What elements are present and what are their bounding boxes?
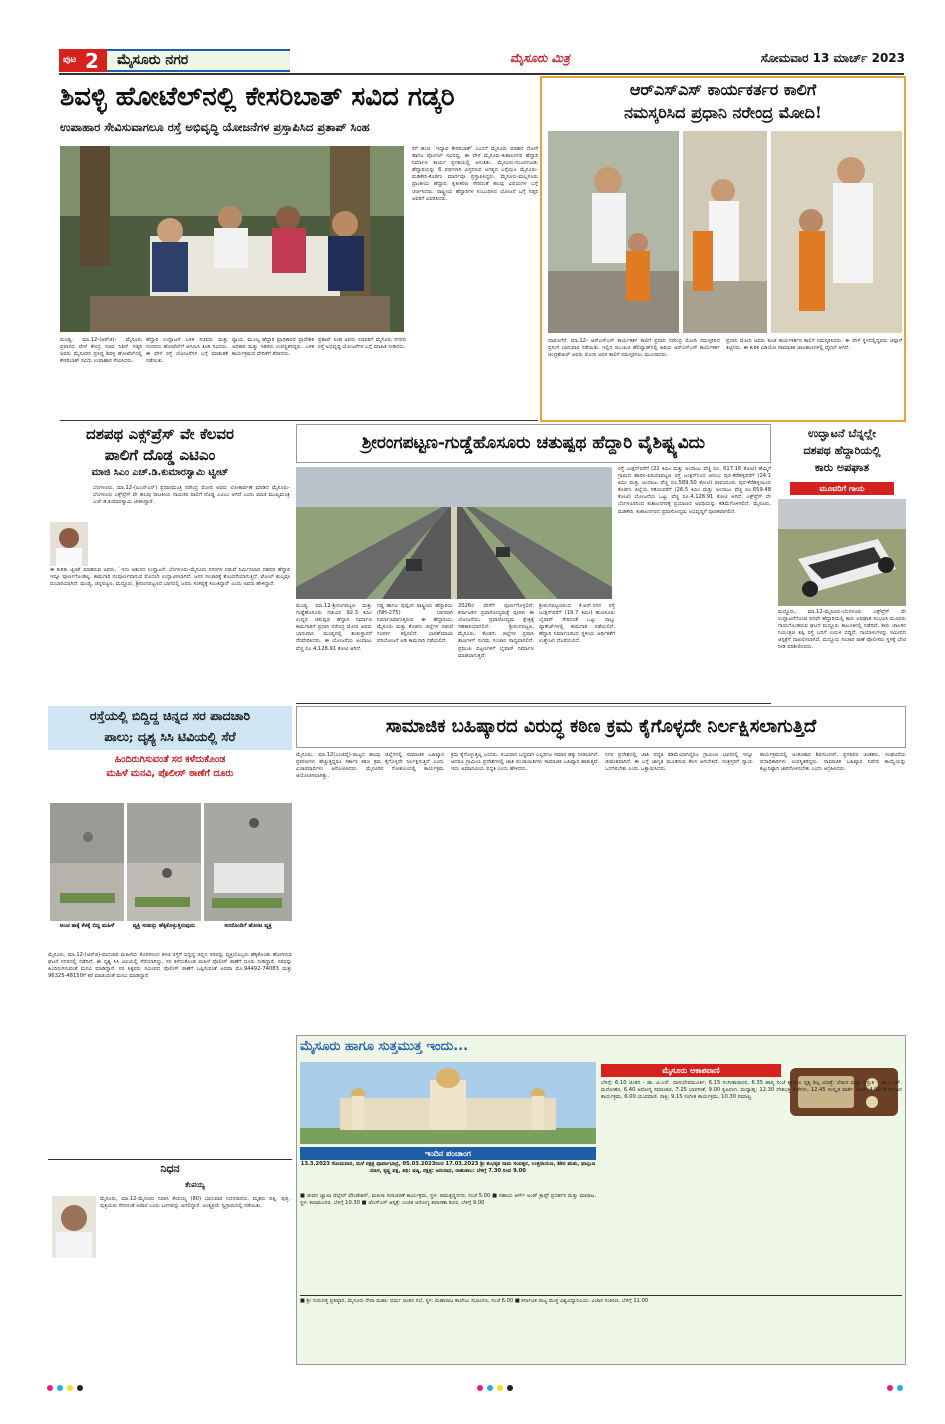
expressway-headline-1: ದಶಪಥ ಎಕ್ಸ್‌ಪ್ರೆಸ್‌ ವೇ ಕೆಲವರ — [86, 425, 234, 443]
gadkari-headline: ಶಿವಳ್ಳಿ ಹೋಟೆಲ್‌ನಲ್ಲಿ ಕೇಸರಿಬಾತ್ ಸವಿದ ಗಡ್ಕರಿ — [60, 82, 455, 112]
highway-body-3: 2026ರ ವೇಳೆಗೆ ಪೂರ್ಣಗೊಳ್ಳಲಿದೆ. ಕರ್ನಾಟಕದ ಪ್ರವಾಸೋದ್ಯಮಕ್ಕೆ ಪೂರಕ: ಈ ಯೋಜನೆಯು ಪ್ರವಾಸೋದ್ಯಮ ಕ್ಷೇತ್ರಕ್ಕೆ ಸಹಕಾರಿಯಾಗಲಿದೆ. ಶ್ರೀರಂಗಪಟ್ಟಣ, ಮೈಸೂರು, ಕೊಡಗು ಜಿಲ್ಲೆಗಳ ಪ್ರವಾಸಿ ತಾಣಗಳಿಗೆ ಸುಗಮ ಸಂಚಾರ ಸಾಧ್ಯವಾಗಲಿದೆ. ಪ್ರಮುಖ ಪಟ್ಟಣಗಳಿಗೆ ಬೈಪಾಸ್ ನಿರ್ಮಾಣ ಮಾಡಲಾಗುತ್ತದೆ. — [458, 603, 534, 659]
events-text-1: ■ ಜೀವನ ಜ್ವಾಲಾ ವೆಲ್ಫೇರ್ ಫೌಂಡೇಶನ್, ಮಹಿಳಾ ದಿನಾಚರಣೆ ಕಾರ್ಯಕ್ರಮ, ಸ್ಥಳ: ರಾಮಕೃಷ್ಣನಗರ, ಸಂಜೆ 5.00 ■ ಸಹಾಯ ಆರ್ಗ್ ಅಂಡ್ ಕ್ರಾಫ್ಟ್ ಪ್ರದರ್ಶನ ಮತ್ತು ಮಾರಾಟ, ಸ್ಥಳ: ಕಲಾಮಂದಿರ, ಬೆಳಿಗ್ಗೆ 10.30 ■ ಜೆಎಸ್‌ಎಸ್ ಆಸ್ಪತ್ರೆ: ಉಚಿತ ಆರೋಗ್ಯ ತಪಾಸಣಾ ಶಿಬಿರ, ಬೆಳಿಗ್ಗೆ 9.00 — [300, 1193, 596, 1207]
rss-photo-2 — [683, 131, 767, 333]
gadkari-subhead: ಉಪಾಹಾರ ಸೇವಿಸುವಾಗಲೂ ರಸ್ತೆ ಅಭಿವೃದ್ಧಿ ಯೋಜನೆಗಳ ಪ್ರಸ್ತಾಪಿಸಿದ ಪ್ರತಾಪ್ ಸಿಂಹ — [60, 120, 370, 134]
gadkari-body-3: ಪ್ಯಾಯ, ಮೂಲ್ಯ ಹೆದ್ದಾರಿ ಪ್ರಾಧಿಕಾರದ ಪ್ರಾದೇಶಿಕ ಅಧಿಕಾರಿ ಮತ್ತು ಇತರರು ಉಪಸ್ಥಿತರಿದ್ದರು. ಬಳಿಕ ಕಾರ್ಯಕ್ರಮದ ವೇದಿಕೆಗೆ ತೆರಳಿದರು. — [232, 337, 314, 358]
obituary-photo — [52, 1196, 96, 1258]
radio-text: ಬೆಳಿಗ್ಗೆ: 6.10 ಚಿಂತನ - ಡಾ. ಟಿ.ಎನ್. ವಾಸುದೇವಮೂರ್ತಿ, 6.15 ಸಂಗೀತಾರಾಧನ, 6.35 ಹಾಸ್ಯ ಸಂಜೆ ಶ್ಯಾಮಲ ನೃತ್ಯ ಶಿಲ್ಪ ಯಾತ್ರೆ: ಲೇಖನ ಮತ್ತು ಪ್ರಸ್ತುತಿ - ಡಾ.ಎ.ಎಸ್. ಮನೋಹರ, 6.40 ಆರೋಗ್ಯ ಸಮಾಚಾರ, 7.25 ಭಾವಗೀತೆ, 9.00 ಕೃಷಿರಂಗ. ಮಧ್ಯಾಹ್ನ: 12.30 ದೇಶಭಕ್ತಿ ಗೀತೆಗಳು, 12.45 ಸಂಸ್ಕೃತ ವಾರ್ತೆ. ಸಂಜೆ: 4.00 ಮನರಂಜನ ಕಾರ್ಯಕ್ರಮ, 6.00 ಯುವವಾಣಿ. ರಾತ್ರಿ: 9.15 ಸಂಗೀತ ಕಾರ್ಯಕ್ರಮ, 10.30 ಸಮಾಪ್ತಿ. — [601, 1080, 902, 1101]
cctv-caption-1: ಅಂಚ ತಾಕ್ಕೆ ಕೆಳಕ್ಕೆ ಬಿದ್ದ ಮಹಿಳೆ — [59, 923, 115, 929]
obituary-heading: ನಿಧನ — [160, 1162, 180, 1175]
cctv-photo-1 — [50, 803, 124, 921]
cctv-caption-3: ಸರದೊಂದಿಗೆ ಹೊರಟ ವ್ಯಕ್ತಿ — [224, 923, 272, 929]
car-body: ಮದ್ದೂರು, ಮಾ.12-ಮೈಸೂರು-ಬೆಂಗಳೂರು ಎಕ್ಸ್‌ಪ್ರೆಸ್ ವೇ ಉದ್ಘಾಟನೆಗೊಂಡ ದಿನವೇ ಹೆದ್ದಾರಿಯಲ್ಲಿ ಕಾರು ಅಪಘಾತ ಸಂಭವಿಸಿ ಮೂವರು ಗಾಯಗೊಂಡಿರುವ ಘಟನೆ ಮದ್ದೂರು ತಾಲೂಕಿನಲ್ಲಿ ನಡೆದಿದೆ. ಕಾರು ಚಾಲಕನ ನಿಯಂತ್ರಣ ತಪ್ಪಿ ರಸ್ತೆ ಬದಿಗೆ ಉರುಳಿ ಬಿದ್ದಿದೆ. ಗಾಯಾಳುಗಳನ್ನು ಸಮೀಪದ ಆಸ್ಪತ್ರೆಗೆ ದಾಖಲಿಸಲಾಗಿದೆ. ಮದ್ದೂರು ಸಂಚಾರ ಠಾಣೆ ಪೊಲೀಸರು ಸ್ಥಳಕ್ಕೆ ಭೇಟಿ ನೀಡಿ ಪರಿಶೀಲಿಸಿದರು. — [778, 609, 906, 651]
chain-headline-1: ರಸ್ತೆಯಲ್ಲಿ ಬಿದ್ದಿದ್ದ ಚಿನ್ನದ ಸರ ಪಾದಚಾರಿ — [89, 708, 251, 723]
rss-body-2: ಪ್ರಧಾನಿ ಮೋದಿ ಅವರು ಕೂಡ ಕಾರ್ಯಕರ್ತರ ಕಾಲಿಗೆ ನಮಸ್ಕರಿಸಿದರು. ಈ ವೇಳೆ ಸ್ಥಳದಲ್ಲಿದ್ದವರು ಚಪ್ಪಾಳೆ ತಟ್ಟಿದರು. ಈ ಕುರಿತ ವಿಡಿಯೋ ಸಾಮಾಜಿಕ ಜಾಲತಾಣಗಳಲ್ಲಿ ವೈರಲ್ ಆಗಿದೆ. — [726, 338, 902, 352]
masthead: ಮೈಸೂರು ಮಿತ್ರ — [510, 51, 570, 65]
cctv-photo-3 — [204, 803, 292, 921]
obituary-name: ಕೆಂಪಯ್ಯ — [185, 1181, 205, 1189]
rss-body-1: ದಾವಣಗೆರೆ, ಮಾ.12- ಆರ್‌ಎಸ್‌ಎಸ್ ಕಾರ್ಯಕರ್ತ ಕಾಲಿಗೆ ಪ್ರಧಾನಿ ನರೇಂದ್ರ ಮೋದಿ ನಮಸ್ಕರಿಸಿದ ಪ್ರಸಂಗ ಭಾನುವಾರ ನಡೆಯಿತು. ಇಲ್ಲಿನ ಜಿಎಂಐಟಿ ಹೆಲಿಪ್ಯಾಡ್‌ನಲ್ಲಿ ಹಿರಿಯ ಆರ್‌ಎಸ್‌ಎಸ್ ಕಾರ್ಯಕರ್ತ ಚಂದ್ರಶೇಖರ್ ಅವರು ಮೋದಿ ಅವರ ಕಾಲಿಗೆ ನಮಸ್ಕರಿಸಲು ಮುಂದಾದರು. — [548, 338, 720, 359]
gadkari-photo — [60, 146, 404, 332]
gadkari-body-4: ಪ್ರತಾಪ್ ಸಿಂಹ ಅವರು ಸಚಿವರಿಗೆ ಮೈಸೂರು ನಗರದ ರಸ್ತೆ ಅಭಿವೃದ್ಧಿ ಯೋಜನೆಗಳ ಬಗ್ಗೆ ಮಾಹಿತಿ ನೀಡಿದರು. — [318, 337, 406, 351]
highway-body-right: ರಸ್ತೆ ಜಂಕ್ಷನ್‌ವರೆಗೆ (22 ಕಿಮೀ ಮತ್ತು ಅಂದಾಜು ವೆಚ್ಚ ರೂ. 617.16 ಕೋಟಿ) ಹೆಮ್ಮಿಗೆ ಗ್ರಾಮದ ಹಾಸನ-ಪಿರಿಯಾಪಟ್ಟಣ ರಸ್ತೆ ಜಂಕ್ಷನ್‌ನಿಂದ ಆರಂಭ ಪುರ-ಕೆರೆಹಳ್ಳಿವರೆಗೆ (24.1 ಕಿಮೀ ಮತ್ತು ಅಂದಾಜು ವೆಚ್ಚ ರೂ.589.50 ಕೋಟಿ) ರಾವಂದೂರು ಪುರ-ಕೆರೆಹಳ್ಳಿಯಿಂದ ಕೊಡಗು ಜಿಲ್ಲೆಯ ಗಡಿಯವರೆಗೆ (26.5 ಕಿಮೀ ಮತ್ತು ಅಂದಾಜು ವೆಚ್ಚ ರೂ.659.48 ಕೋಟಿ) ಯೋಜನೆಯ ಒಟ್ಟು ವೆಚ್ಚ ರೂ.4,128.91 ಕೋಟಿ ಆಗಿದೆ. ಎಕ್ಸ್‌ಪ್ರೆಸ್ ವೇ ಬೆಂಗಳೂರಿನಿಂದ ಕುಶಾಲನಗರಕ್ಕೆ ಪ್ರಯಾಣದ ಅವಧಿಯನ್ನು ಕಡಿಮೆಗೊಳಿಸಲಿದೆ. ಮೈಸೂರು, ಮಡಿಕೇರಿ, ಕುಶಾಲನಗರದ ಪ್ರವಾಸೋದ್ಯಮ ಅಭಿವೃದ್ಧಿಗೆ ಪೂರಕವಾಗಲಿದೆ. — [618, 466, 771, 515]
car-photo — [778, 499, 906, 606]
expressway-headline-2: ಪಾಲಿಗೆ ದೊಡ್ಡ ಎಟಿಎಂ — [104, 446, 216, 464]
cctv-photo-2 — [127, 803, 201, 921]
highway-photo — [296, 467, 612, 599]
panchanga-text: 13.3.2023 ಸೋಮವಾರ, ಮಳೆ ನಕ್ಷತ್ರ ಪೂರ್ವಾಭಾದ್ರ, 05.03.2023ರಿಂದ 17.03.2023 ಶ್ರೀ ಶುಭಕೃತ ನಾಮ ಸಂವತ್ಸರ, ಉತ್ತರಾಯಣ, ಶಿಶಿರ ಋತು, ಫಾಲ್ಗುಣ ಮಾಸ, ಕೃಷ್ಣ ಪಕ್ಷ, ತಿಥಿ: ಷಷ್ಠಿ, ನಕ್ಷತ್ರ: ಅನುರಾಧ, ರಾಹುಕಾಲ: ಬೆಳಿಗ್ಗೆ 7.30 ರಿಂದ 9.00 — [300, 1161, 596, 1175]
rss-photo-1 — [548, 131, 679, 333]
car-strap: ಮೂವರಿಗೆ ಗಾಯ — [790, 482, 894, 495]
boycott-body-4: ಕಾರ್ಯಕ್ರಮದಲ್ಲಿ ಅಂಕಣಕಾರ ಶಿವಸುಂದರ್, ಪ್ರಗತಿಪರ ಚಿಂತಕರು, ಸಂಘಟನೆಯ ಪದಾಧಿಕಾರಿಗಳು ಉಪಸ್ಥಿತರಿದ್ದರು. ಸಾಮಾಜಿಕ ಬಹಿಷ್ಕಾರ ನಿಷೇಧ ಕಾಯ್ದೆಯನ್ನು ಕಟ್ಟುನಿಟ್ಟಾಗಿ ಜಾರಿಗೊಳಿಸಬೇಕು ಎಂದು ಆಗ್ರಹಿಸಿದರು. — [760, 752, 906, 773]
section-title: ಮೈಸೂರು ನಗರ — [107, 49, 290, 72]
boycott-body-3: ನಗರ ಪ್ರದೇಶದಲ್ಲಿ ಜಾತಿ ಪದ್ಧತಿ ಕಡಿಮೆಯಾಗಿದ್ದರೂ ಗ್ರಾಮೀಣ ಭಾಗದಲ್ಲಿ ಇನ್ನೂ ಜೀವಂತವಾಗಿದೆ. ಈ ಬಗ್ಗೆ ಜಾಗೃತಿ ಮೂಡಿಸುವ ಕೆಲಸ ಆಗಬೇಕಿದೆ. ಸಂತ್ರಸ್ತರಿಗೆ ನ್ಯಾಯ ಒದಗಿಸಬೇಕು ಎಂದು ಒತ್ತಾಯಿಸಿದರು. — [605, 752, 753, 773]
cctv-caption-2: ವ್ಯಕ್ತಿ ಸರವನ್ನು ಹೆಕ್ಕಿಕೊಳ್ಳುತ್ತಿರುವುದು — [132, 923, 196, 929]
registration-marks — [40, 1380, 906, 1394]
today-heading: ಮೈಸೂರು ಹಾಗೂ ಸುತ್ತಮುತ್ತ ಇಂದು... — [300, 1039, 469, 1054]
highway-body-1: ಮಂಡ್ಯ, ಮಾ.12-ಶ್ರೀರಂಗಪಟ್ಟಣ ಮತ್ತು ಗುಡ್ಡೆಹೊಸೂರು ನಡುವಿನ 92.3 ಕಿಮೀ ಉದ್ದದ ಚತುಷ್ಪಥ ಹೆದ್ದಾರಿ ನಿರ್ಮಾಣ ಕಾಮಗಾರಿಗೆ ಪ್ರಧಾನಿ ನರೇಂದ್ರ ಮೋದಿ ಅವರು ಭಾನುವಾರ ಮಂಡ್ಯದಲ್ಲಿ ಶಂಕುಸ್ಥಾಪನೆ ನೆರವೇರಿಸಿದರು. ಈ ಯೋಜನೆಯ ಅಂದಾಜು ವೆಚ್ಚ ರೂ.4,128.91 ಕೋಟಿ ಆಗಿದೆ. — [296, 603, 372, 652]
highway-body-2: ಗಡ್ಡ ಹಾಗೂ ಪುಷ್ಪಂನ ರಾಷ್ಟ್ರೀಯ ಹೆದ್ದಾರಿಯ (NH-275) ಭಾಗವಾಗಿ ನಿರ್ಮಾಣವಾಗುತ್ತಿರುವ ಈ ಹೆದ್ದಾರಿಯು ಮೈಸೂರು ಮತ್ತು ಕೊಡಗು ಜಿಲ್ಲೆಗಳ ನಡುವೆ ಸಂಪರ್ಕ ಕಲ್ಪಿಸಲಿದೆ. ಭಾರತ್‌ಮಾಲಾ ಪರಿಯೋಜನೆ ಅಡಿ ಕಾಮಗಾರಿ ನಡೆಯಲಿದೆ. — [377, 603, 453, 645]
expressway-body-1: ಬೆಂಗಳೂರು, ಮಾ.12-(ಐಎನ್‌ಎನ್) ಪ್ರಧಾನಮಂತ್ರಿ ನರೇಂದ್ರ ಮೋದಿ ಅವರು ಲೋಕಾರ್ಪಣೆ ಮಾಡಿದ ಮೈಸೂರು-ಬೆಂಗಳೂರು ಎಕ್ಸ್‌ಪ್ರೆಸ್ ವೇ ಹಲವು ರಾಜಕೀಯ ನಾಯಕರ ಪಾಲಿಗೆ ದೊಡ್ಡ ಎಟಿಎಂ ಆಗಿದೆ ಎಂದು ಮಾಜಿ ಮುಖ್ಯಮಂತ್ರಿ ಎಚ್.ಡಿ.ಕುಮಾರಸ್ವಾಮಿ ಟೀಕಿಸಿದ್ದಾರೆ. — [93, 485, 290, 506]
page-date: ಸೋಮವಾರ 13 ಮಾರ್ಚ್ 2023 — [760, 51, 905, 65]
highway-body-4: ಶ್ರೀರಂಗಪಟ್ಟಣದಿಂದ ಕೆ.ಆರ್.ನಗರ ರಸ್ತೆ ಜಂಕ್ಷನ್‌ವರೆಗೆ (19.7 ಕಿಮೀ) ಹುಣಸೂರು ಬೈಪಾಸ್ ಸೇರಿದಂತೆ ಒಟ್ಟು ನಾಲ್ಕು ಪ್ಯಾಕೇಜ್‌ಗಳಲ್ಲಿ ಕಾಮಗಾರಿ ನಡೆಯಲಿದೆ. ಹೆದ್ದಾರಿ ನಿರ್ಮಾಣದಿಂದ ಸ್ಥಳೀಯ ಆರ್ಥಿಕತೆಗೆ ಉತ್ತೇಜನ ದೊರೆಯಲಿದೆ. — [539, 603, 615, 645]
gadkari-body-right: ರಿಗೆ ಹಂಚಿ `ಇದ್ಯಾವ ಕೇಸರಿಬಾತ್' ಎಂಬಿಗೆ ಮೈಸೂರು ಮಾಡಿದ ದೋಸೆ ಹಾಗೂ ಪೊಂಗಲ್ ಸವಿದಿದ್ದ. ಈ ವೇಳೆ ಮೈಸೂರು-ಕುಶಾಲನಗರ ಹೆದ್ದಾರಿ ನಿರ್ಮಾಣ ಕಾರ್ಯ ಪ್ರಗತಿಯಲ್ಲಿ ಆಗುತಿತು. ಮೈಸೂರು-ನಂಜನಗೂಡು ಹೆದ್ದಾರಿಯನ್ನು 6 ಪಥಗಳಾಗಿ ವಿಸ್ತರಿಸುವ ಅಗತ್ಯದ ಬಗ್ಗೆಯೂ ಮೈಸೂರು-ಮಡಿಕೇರಿ-ಕೊಡಗು ಮಾರ್ಗವೂ ಪ್ರಸ್ತಾಪಿಸಿದ್ದರು. ಮೈಸೂರು-ಮಲ್ಲಸೂರು ಪ್ರಾಂತೀಯ ಹೆದ್ದಾರಿ, ಕೃತೀಕರಣ ಸೇರಿದಂತೆ ಹಲವು ವಿಷಯಗಳ ಬಗ್ಗೆ ಚರ್ಚಿಸಿದರು. ರಾಷ್ಟ್ರೀಯ ಹೆದ್ದಾರಿಗಳ ಸಂಬಂಧಿಸಿದ ಯೋಜನೆ ಬಗ್ಗೆ ಗಡ್ಕರಿ ಅವರಿಗೆ ವಿವರಿಸಿದರು. — [412, 146, 538, 202]
expressway-subhead: ಮಾಜಿ ಸಿಎಂ ಎಚ್.ಡಿ.ಕುಮಾರಸ್ವಾಮಿ ಟ್ವೀಟ್ — [91, 467, 229, 478]
chain-body: ಮೈಸೂರು, ಮಾ.12-(ಆರ್‌ಜಿ)-ಪಾದಚಾರಿ ಮಹಿಳೆಯ ಕೊರಳಿನಿಂದ ಕಳಚಿ ರಸ್ತೆಗೆ ಬಿದ್ದಿದ್ದ ಚಿನ್ನದ ಸರವನ್ನು ವ್ಯಕ್ತಿಯೊಬ್ಬರು ಹೆಕ್ಕಿಕೊಂಡು ಹೋಗಿರುವ ಘಟನೆ ನಗರದಲ್ಲಿ ನಡೆದಿದೆ. ಈ ದೃಶ್ಯ ಸಿಸಿ ಟಿವಿಯಲ್ಲಿ ಸೆರೆಯಾಗಿದ್ದು, ಸರ ಕಳೆದುಕೊಂಡ ಮಹಿಳೆ ಪೊಲೀಸ್ ಠಾಣೆಗೆ ದೂರು ನೀಡಿದ್ದಾರೆ. ಸರವನ್ನು ಹಿಂದಿರುಗಿಸುವಂತೆ ಮನವಿ ಮಾಡಿದ್ದಾರೆ. ಸರ ಸಿಕ್ಕವರು ಸಮೀಪದ ಪೊಲೀಸ್ ಠಾಣೆಗೆ ಒಪ್ಪಿಸುವಂತೆ ಅಥವಾ ಮೊ.94492-74083 ಮತ್ತು 96325-48150ಗೆ ಕರೆ ಮಾಡುವಂತೆ ಮನವಿ ಮಾಡಿದ್ದಾರೆ. — [48, 952, 292, 980]
panchanga-title: ಇಂದಿನ ಪಂಚಾಂಗ — [300, 1147, 596, 1160]
palace-photo — [300, 1062, 596, 1144]
rss-headline-1: ಆರ್‌ಎಸ್‌ಎಸ್ ಕಾರ್ಯಕರ್ತರ ಕಾಲಿಗೆ — [629, 80, 817, 99]
hdk-photo — [50, 522, 88, 566]
highway-headline: ಶ್ರೀರಂಗಪಟ್ಟಣ-ಗುಡ್ಡೆಹೊಸೂರು ಚತುಷ್ಪಥ ಹೆದ್ದಾರಿ ವೈಶಿಷ್ಟ್ಯವಿದು — [361, 433, 706, 453]
radio-heading: ಮೈಸೂರು ಆಕಾಶವಾಣಿ — [601, 1064, 781, 1077]
events-text-2: ■ ಶ್ರೀ ಗುರುದತ್ತ ಪ್ರತಿಷ್ಠಾನ, ಮೈಸೂರು ನೇರಾ ಮಹಾ: ಧರ್ಮ ಚಿಂತನ ಸಭೆ, ಸ್ಥಳ: ಮಹಾರಾಜ ಕಾಲೇಜು ಸಭಾಂಗಣ, ಸಂಜೆ 6.00 ■ ಕರ್ನಾಟಕ ರಾಜ್ಯ ಮುಕ್ತ ವಿಶ್ವವಿದ್ಯಾನಿಲಯ: ವಿಚಾರ ಸಂಕಿರಣ, ಬೆಳಿಗ್ಗೆ 11.00 — [300, 1298, 649, 1304]
boycott-body-2: ಕ್ರಮ ಕೈಗೊಳ್ಳುತ್ತಿಲ್ಲ ಎಂದರು. ಸಂವಿಧಾನ ಬದ್ಧವಾಗಿ ಎಲ್ಲರಿಗೂ ಸಮಾನ ಹಕ್ಕು ನೀಡಲಾಗಿದೆ. ಆದರೂ ಗ್ರಾಮೀಣ ಪ್ರದೇಶಗಳಲ್ಲಿ ಜಾತಿ ಪಂಚಾಯಿತಿಗಳು ಸಾಮಾಜಿಕ ಬಹಿಷ್ಕಾರ ಹಾಕುತ್ತಿವೆ. ಇದು ಅಮಾನವೀಯ ಪದ್ಧತಿ ಎಂದು ಹೇಳಿದರು. — [451, 752, 599, 773]
boycott-body-1: ಮೈಸೂರು, ಮಾ.12(ಎಂಟಿವೈ)-ರಾಜ್ಯದ ಹಲವು ಜಿಲ್ಲೆಗಳಲ್ಲಿ ಸಾಮಾಜಿಕ ಬಹಿಷ್ಕಾರ ಪ್ರಕರಣಗಳು ಹೆಚ್ಚುತ್ತಿದ್ದರೂ ಸರ್ಕಾರ ಕಠಿಣ ಕ್ರಮ ಕೈಗೊಳ್ಳದೇ ನಿರ್ಲಕ್ಷಿಸುತ್ತಿದೆ ಎಂದು ವಿಚಾರವಾದಿಗಳು ಆರೋಪಿಸಿದರು. ಮೈಸೂರಿನ ಗೋಕುಲಂನಲ್ಲಿ ಕಾರ್ಯಕ್ರಮ ಆಯೋಜಿಸಲಾಗಿತ್ತು. — [296, 752, 444, 780]
chain-strap-1: ಹಿಂದಿರುಗಿಸುವಂತೆ ಸರ ಕಳೆದುಕೊಂಡ — [114, 754, 226, 765]
car-headline-3: ಕಾರು ಅಪಘಾತ — [814, 461, 870, 474]
chain-headline-2: ಪಾಲು; ದೃಶ್ಯ ಸಿಸಿ ಟಿವಿಯಲ್ಲಿ ಸೆರೆ — [104, 729, 236, 744]
gadkari-body-1: ಮಂಡ್ಯ, ಮಾ.12-(ಆರ್‌ಜಿ)- ಮೈಸೂರು ಪ್ರವಾಸದ ವೇಳೆ ಕೇಂದ್ರ ಸಚಿವ ನಿತಿನ್ ಗಡ್ಕರಿ ಅವರು ಮೈಸೂರಿನ ಪ್ರಸಿದ್ಧ ಶಿವಳ್ಳಿ ಹೋಟೆಲ್‌ನಲ್ಲಿ ಕೇಸರಿಬಾತ್ ಸವಿದು ಉಪಾಹಾರ ಸೇವಿಸಿದರು. — [60, 337, 142, 365]
rss-headline-2: ನಮಸ್ಕರಿಸಿದ ಪ್ರಧಾನಿ ನರೇಂದ್ರ ಮೋದಿ! — [624, 103, 822, 122]
rss-photo-3 — [771, 131, 902, 333]
gadkari-body-2: ಹೆದ್ದಾರಿ ಉದ್ಘಾಟನೆ ಬಳಿಕ ಸಚಿವರು ಮತ್ತು ಸಂಸದರು ಹೋಟೆಲ್‌ಗೆ ಆಗಮಿಸಿ ತಿಂಡಿ ಸವಿದರು. ಈ ವೇಳೆ ರಸ್ತೆ ಯೋಜನೆಗಳ ಬಗ್ಗೆ ಮಾತುಕತೆ ನಡೆಯಿತು. — [146, 337, 228, 365]
expressway-body-2: ಈ ಕುರಿತು ಟ್ವೀಟ್ ಮಾಡಿರುವ ಅವರು, `ಇದು ಆತುರದ ಉದ್ಘಾಟನೆ. ಬೆಂಗಳೂರು-ಮೈಸೂರು ನಗರಗಳ ನಡುವೆ ನಿರ್ಮಿಸಲಾದ ದಶಪಥ ಹೆದ್ದಾರಿ ಇನ್ನೂ ಪೂರ್ಣಗೊಂಡಿಲ್ಲ. ಕಾಮಗಾರಿ ಸಂಪೂರ್ಣವಾಗುವ ಮೊದಲೇ ಉದ್ಘಾಟಿಸಲಾಗಿದೆ. ಜನರ ಸಂಚಾರಕ್ಕೆ ತೊಂದರೆಯಾಗುತ್ತಿದೆ. ಟೋಲ್ ಶುಲ್ಕವೂ ದುಬಾರಿಯಾಗಿದೆ. ಮಂಡ್ಯ, ಚನ್ನಪಟ್ಟಣ, ಮದ್ದೂರು, ಶ್ರೀರಂಗಪಟ್ಟಣದ ಭಾಗದಲ್ಲಿ ಜನರು ಸಂಕಷ್ಟಕ್ಕೆ ಸಿಲುಕಿದ್ದಾರೆ' ಎಂದು ಅವರು ಹೇಳಿದ್ದಾರೆ. — [50, 567, 290, 588]
chain-strap-2: ಮಹಿಳೆ ಮನವಿ, ಪೊಲೀಸ್ ಠಾಣೆಗೆ ದೂರು — [106, 768, 234, 779]
page-label: ಪುಟ 2 — [59, 49, 107, 72]
obituary-body: ಮೈಸೂರು, ಮಾ.12-ಮೈಸೂರು ನಿವಾಸಿ ಕೆಂಪಯ್ಯ (80) ಭಾನುವಾರ ನಿಧನರಾದರು. ಮೃತರು ಪತ್ನಿ, ಪುತ್ರ, ಪುತ್ರಿಯರು ಸೇರಿದಂತೆ ಅಪಾರ ಬಂಧು ಬಳಗವನ್ನು ಅಗಲಿದ್ದಾರೆ. ಅಂತ್ಯಕ್ರಿಯೆ ಸ್ವಗ್ರಾಮದಲ್ಲಿ ನಡೆಯಿತು. — [100, 1196, 290, 1210]
boycott-headline: ಸಾಮಾಜಿಕ ಬಹಿಷ್ಕಾರದ ವಿರುದ್ಧ ಕಠಿಣ ಕ್ರಮ ಕೈಗೊಳ್ಳದೇ ನಿರ್ಲಕ್ಷಿಸಲಾಗುತ್ತಿದೆ — [385, 716, 817, 737]
car-headline-2: ದಶಪಥ ಹೆದ್ದಾರಿಯಲ್ಲಿ — [803, 444, 881, 457]
car-headline-1: ಉದ್ಘಾಟನೆ ಬೆನ್ನಲ್ಲೇ — [808, 427, 876, 440]
